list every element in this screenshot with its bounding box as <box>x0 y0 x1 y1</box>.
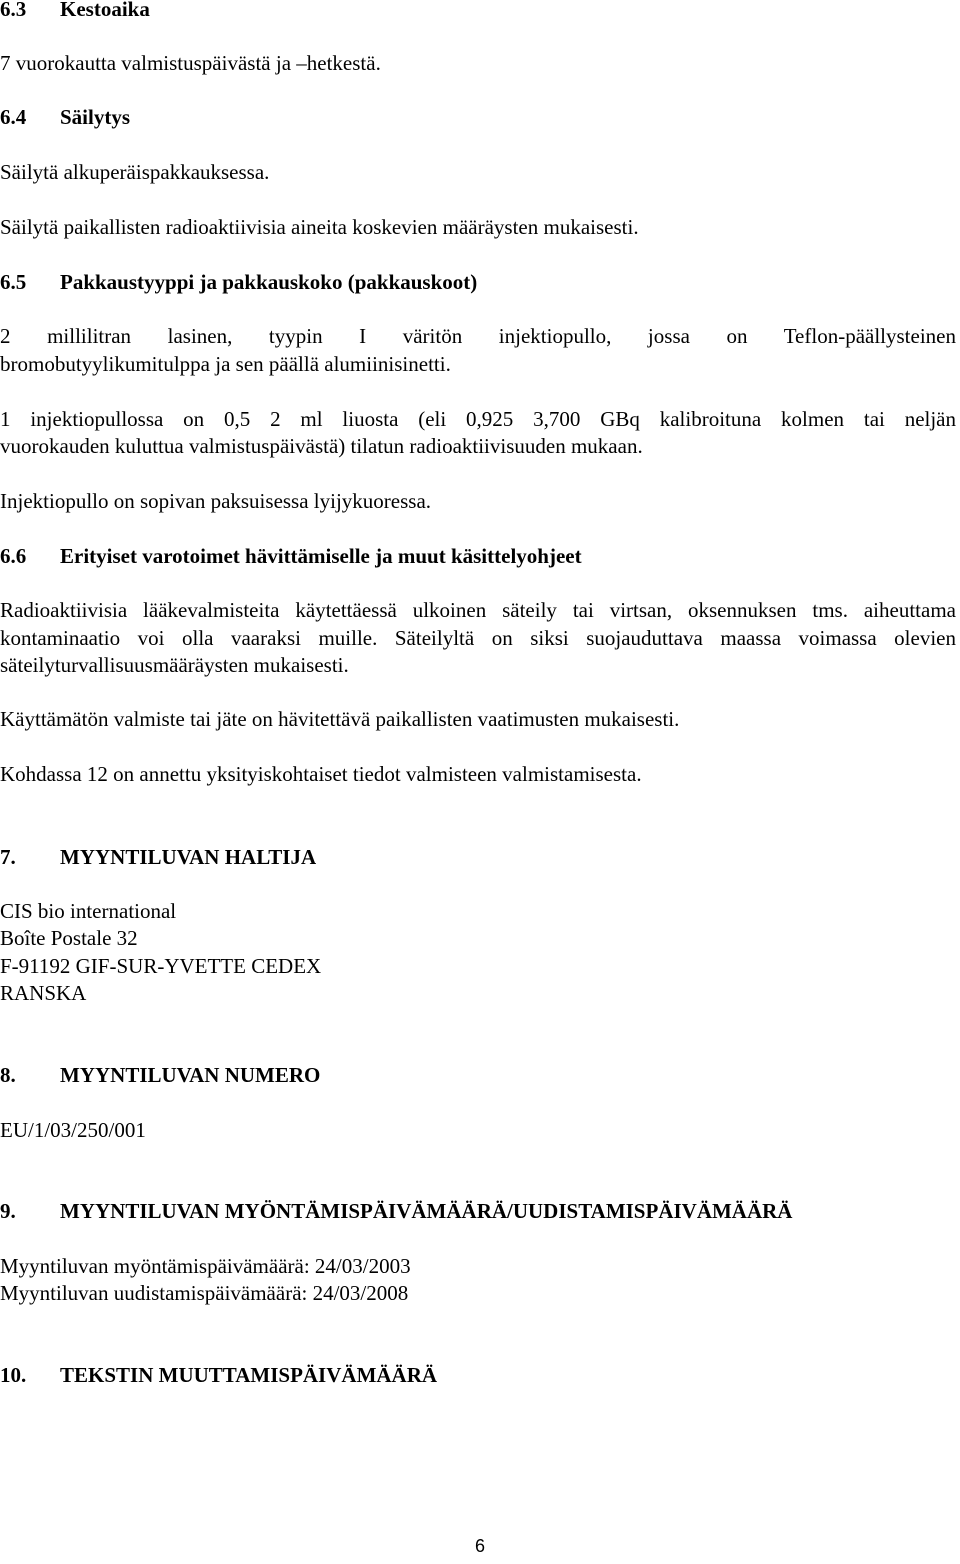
heading-title: Pakkaustyyppi ja pakkauskoko (pakkauskoot) <box>60 270 478 294</box>
heading-title: MYYNTILUVAN NUMERO <box>60 1063 321 1087</box>
shelf-life-text: 7 vuorokautta valmistuspäivästä ja –hetkestä. <box>0 51 381 75</box>
holder-address-line-3: F-91192 GIF-SUR-YVETTE CEDEX <box>0 954 322 978</box>
page-number: 6 <box>474 1536 485 1556</box>
disposal-text: Käyttämätön valmiste tai jäte on hävitettävä paikallisten vaatimusten mukaisesti. <box>0 707 680 731</box>
heading-6-6 <box>0 543 582 569</box>
precautions-line-2: kontaminaatio voi olla vaaraksi muille. Säteilyltä on siksi suojauduttava maassa voimassa olevien <box>0 626 956 650</box>
heading-title: Kestoaika <box>60 0 150 21</box>
holder-address-line-1: CIS bio international <box>0 899 177 923</box>
heading-number: 8. <box>0 1063 16 1087</box>
vial-content-line-2: vuorokauden kuluttua valmistuspäivästä) tilatun radioaktiivisuuden mukaan. <box>0 434 643 458</box>
precautions-line-3: säteilyturvallisuusmääräysten mukaisesti. <box>0 653 349 677</box>
heading-number: 6.5 <box>0 270 27 294</box>
heading-number: 7. <box>0 845 16 869</box>
heading-number: 9. <box>0 1199 16 1223</box>
heading-8 <box>0 1062 320 1088</box>
vial-content-line-1: 1 injektiopullossa on 0,5 2 ml liuosta (eli 0,925 3,700 GBq kalibroituna kolmen tai neljän <box>0 407 956 431</box>
heading-title: TEKSTIN MUUTTAMISPÄIVÄMÄÄRÄ <box>60 1363 438 1387</box>
heading-6-5 <box>0 269 477 295</box>
heading-number: 6.6 <box>0 544 27 568</box>
storage-text-2: Säilytä paikallisten radioaktiivisia aineita koskevien määräysten mukaisesti. <box>0 215 639 239</box>
heading-6-4 <box>0 104 130 130</box>
precautions-line-1: Radioaktiivisia lääkevalmisteita käytettäessä ulkoinen säteily tai virtsan, oksennuksen tms. aiheuttama <box>0 598 956 622</box>
authorisation-number: EU/1/03/250/001 <box>0 1118 146 1142</box>
heading-title: Erityiset varotoimet hävittämiselle ja muut käsittelyohjeet <box>60 544 582 568</box>
storage-text-1: Säilytä alkuperäispakkauksessa. <box>0 160 270 184</box>
heading-7 <box>0 844 316 870</box>
heading-number: 6.4 <box>0 105 27 129</box>
heading-6-3 <box>0 0 150 22</box>
heading-number: 6.3 <box>0 0 27 21</box>
lead-shield-text: Injektiopullo on sopivan paksuisessa lyijykuoressa. <box>0 489 432 513</box>
heading-number: 10. <box>0 1363 27 1387</box>
heading-title: Säilytys <box>60 105 131 129</box>
package-text-line-1: 2 millilitran lasinen, tyypin I väritön injektiopullo, jossa on Teflon-päällysteinen <box>0 324 956 348</box>
heading-10 <box>0 1362 437 1388</box>
heading-title: MYYNTILUVAN MYÖNTÄMISPÄIVÄMÄÄRÄ/UUDISTAMISPÄIVÄMÄÄRÄ <box>60 1199 793 1223</box>
heading-title: MYYNTILUVAN HALTIJA <box>60 845 317 869</box>
heading-9 <box>0 1198 792 1224</box>
holder-address-line-2: Boîte Postale 32 <box>0 926 138 950</box>
package-text-line-2: bromobutyylikumitulppa ja sen päällä alumiinisinetti. <box>0 352 451 376</box>
section-12-reference: Kohdassa 12 on annettu yksityiskohtaiset tiedot valmisteen valmistamisesta. <box>0 762 642 786</box>
first-authorisation-date: Myyntiluvan myöntämispäivämäärä: 24/03/2003 <box>0 1254 411 1278</box>
holder-address-line-4: RANSKA <box>0 981 87 1005</box>
renewal-date: Myyntiluvan uudistamispäivämäärä: 24/03/2008 <box>0 1281 409 1305</box>
